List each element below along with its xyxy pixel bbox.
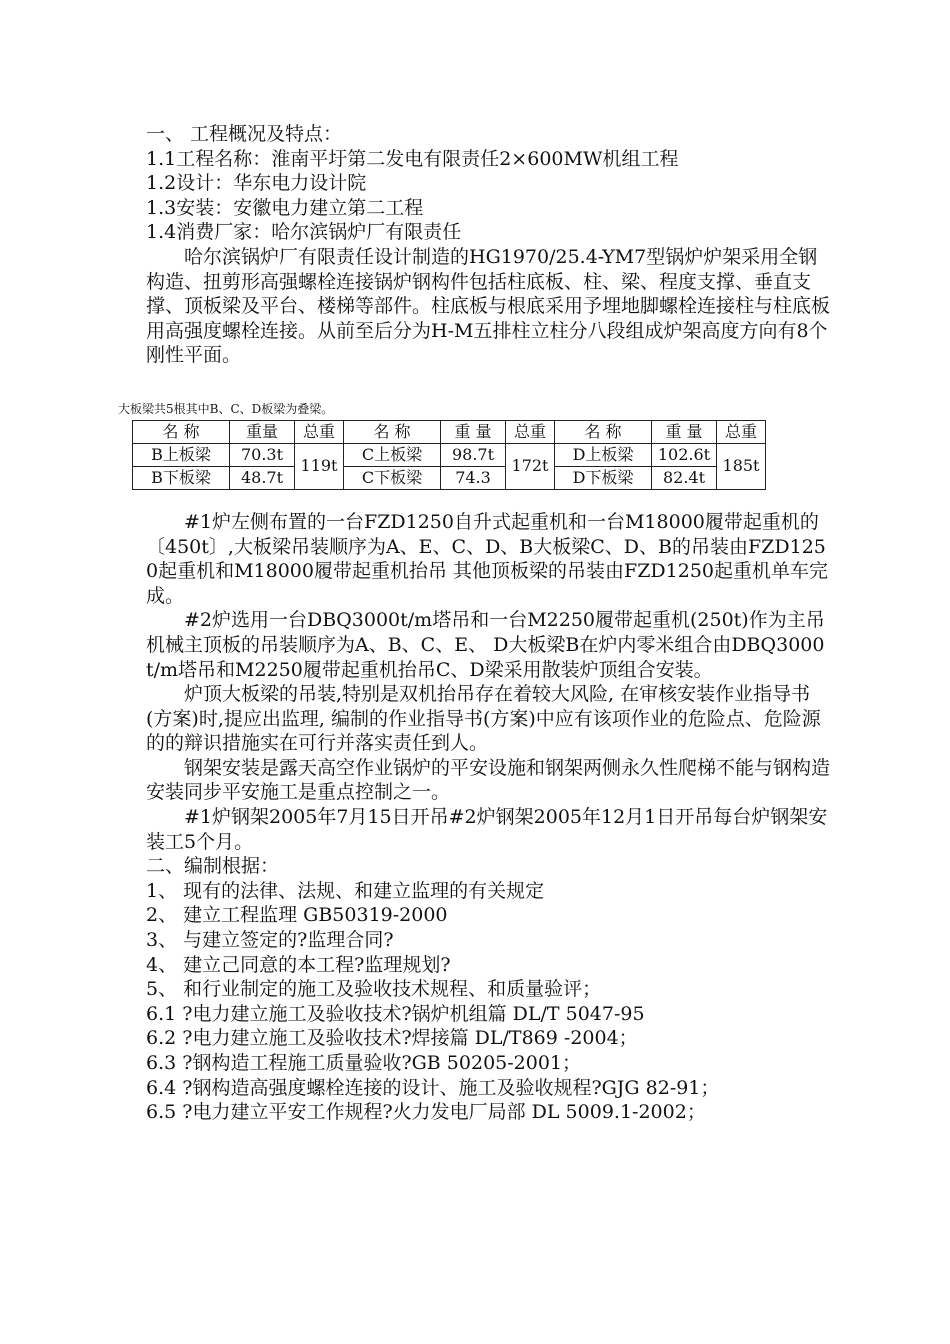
cell-d-upper-name: D上板梁	[555, 443, 652, 466]
header-weight-b: 重量	[230, 420, 295, 443]
item-design: 1.2设计：华东电力设计院	[146, 172, 367, 195]
basis-item: 5、 和行业制定的施工及验收技术规程、和质量验评；	[146, 978, 602, 1001]
header-weight-d: 重 量	[652, 420, 717, 443]
cell-b-lower-name: B下板梁	[133, 466, 230, 489]
cell-d-lower-weight: 82.4t	[652, 466, 717, 489]
paragraph-safety: 钢架安装是露天高空作业锅炉的平安设施和钢架两侧永久性爬梯不能与钢构造安装同步平安施工是重点控制之一。	[146, 756, 831, 804]
cell-c-lower-weight: 74.3	[441, 466, 506, 489]
header-total-c: 总重	[506, 420, 555, 443]
paragraph-schedule: #1炉钢架2005年7月15日开吊#2炉钢架2005年12月1日开吊每台炉钢架安装工5个月。	[146, 806, 828, 853]
item-manufacturer: 1.4消费厂家：哈尔滨锅炉厂有限责任	[146, 221, 462, 244]
document-page	[118, 122, 836, 1125]
basis-item: 6.1 ?电力建立施工及验收技术?锅炉机组篇 DL/T 5047-95	[146, 1002, 645, 1025]
cell-d-upper-weight: 102.6t	[652, 443, 717, 466]
header-name-b: 名 称	[133, 420, 230, 443]
paragraph-boiler-2: #2炉选用一台DBQ3000t/m塔吊和一台M2250履带起重机(250t)作为主吊机械主顶板的吊装顺序为A、B、C、E、 D大板梁B在炉内零米组合由DBQ3000t/m塔吊和M2250履带起重机抬吊C、D梁采用散装炉顶组合安装。	[146, 609, 825, 681]
header-name-d: 名 称	[555, 420, 652, 443]
cell-b-lower-weight: 48.7t	[230, 466, 295, 489]
cell-c-upper-name: C上板梁	[344, 443, 441, 466]
paragraph-boiler-1: #1炉左侧布置的一台FZD1250自升式起重机和一台M18000履带起重机的〔450t〕,大板梁吊装顺序为A、E、C、D、B大板梁C、D、B的吊装由FZD1250起重机和M18000履带起重机抬吊 其他顶板梁的吊装由FZD1250起重机单车完成。	[146, 510, 828, 607]
paragraph-risk: 炉顶大板梁的吊装,特别是双机抬吊存在着较大风险, 在审核安装作业指导书(方案)时,提应出监理, 编制的作业指导书(方案)中应有该项作业的危险点、危险源的的辩识措施实在可行并落实责任到人。	[146, 683, 821, 755]
cell-b-upper-weight: 70.3t	[230, 443, 295, 466]
cell-c-upper-weight: 98.7t	[441, 443, 506, 466]
intro-paragraph: 哈尔滨锅炉厂有限责任设计制造的HG1970/25.4-YM7型锅炉炉架采用全钢构造、扭剪形高强螺栓连接锅炉钢构件包括柱底板、柱、梁、程度支撑、垂直支撑、顶板梁及平台、楼梯等部件。柱底板与根底采用予埋地脚螺栓连接柱与柱底板用高强度螺栓连接。从前至后分为H-M五排柱立柱分八段组成炉架高度方向有8个刚性平面。	[146, 245, 831, 367]
table-header-row	[133, 420, 766, 443]
beam-weight-table	[132, 420, 766, 490]
cell-c-lower-name: C下板梁	[344, 466, 441, 489]
basis-item: 2、 建立工程监理 GB50319-2000	[146, 904, 448, 927]
header-weight-c: 重 量	[441, 420, 506, 443]
basis-item: 4、 建立己同意的本工程?监理规划?	[146, 953, 451, 976]
cell-d-total: 185t	[717, 443, 766, 489]
cell-c-total: 172t	[506, 443, 555, 489]
basis-item: 1、 现有的法律、法规、和建立监理的有关规定	[146, 879, 545, 902]
table-row	[133, 443, 766, 466]
cell-b-total: 119t	[295, 443, 344, 489]
basis-item: 6.3 ?钢构造工程施工质量验收?GB 50205-2001；	[146, 1052, 582, 1074]
basis-item: 6.2 ?电力建立施工及验收技术?焊接篇 DL/T869 -2004；	[146, 1027, 638, 1050]
header-name-c: 名 称	[344, 420, 441, 443]
item-installation: 1.3安装：安徽电力建立第二工程	[146, 196, 424, 219]
item-project-name: 1.1工程名称：淮南平圩第二发电有限责任2×600MW机组工程	[146, 147, 679, 170]
table-row	[133, 466, 766, 489]
cell-b-upper-name: B上板梁	[133, 443, 230, 466]
cell-d-lower-name: D下板梁	[555, 466, 652, 489]
section-2-title: 二、编制根据：	[146, 855, 280, 878]
basis-item: 6.5 ?电力建立平安工作规程?火力发电厂局部 DL 5009.1-2002；	[146, 1101, 706, 1124]
table-caption: 大板梁共5根其中B、C、D板梁为叠梁。	[118, 401, 334, 416]
basis-item: 6.4 ?钢构造高强度螺栓连接的设计、施工及验收规程?GJG 82-91；	[146, 1076, 720, 1099]
header-total-d: 总重	[717, 420, 766, 443]
header-total-b: 总重	[295, 420, 344, 443]
section-1-title: 一、 工程概况及特点：	[146, 123, 343, 145]
basis-item: 3、 与建立签定的?监理合同?	[146, 929, 394, 952]
